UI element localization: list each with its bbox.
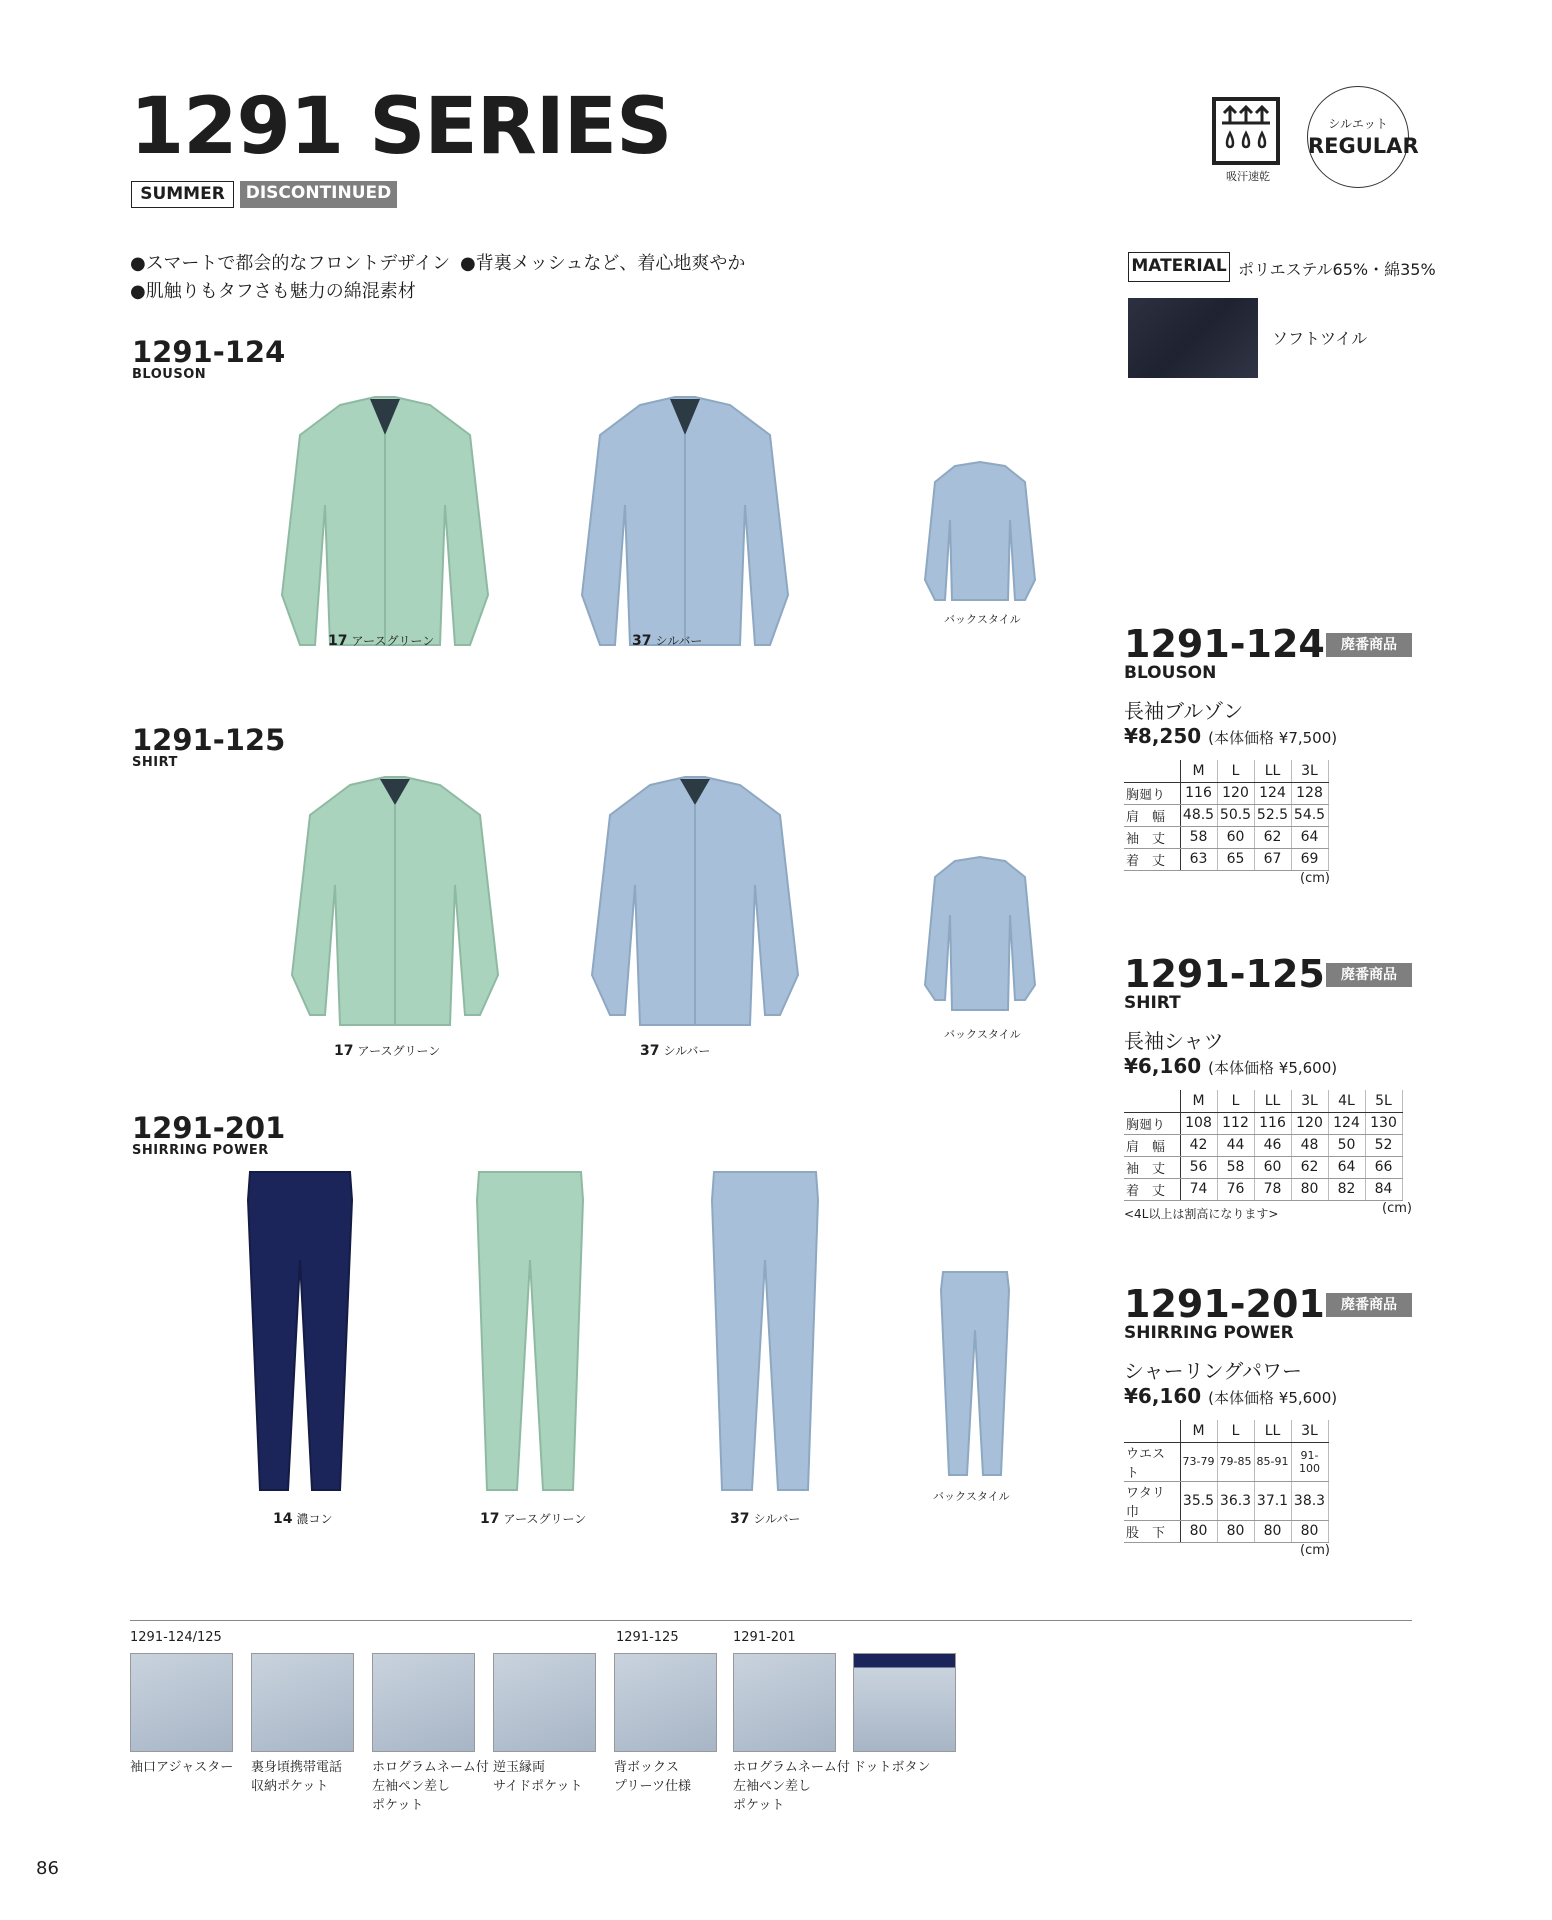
silhouette-value: REGULAR xyxy=(1308,134,1419,158)
product-price: ¥6,160 (本体価格 ¥5,600) xyxy=(1124,1384,1338,1408)
silhouette-label: シルエット xyxy=(1328,117,1388,131)
product-pants-info xyxy=(1124,1282,1412,1558)
page-number: 86 xyxy=(36,1858,59,1879)
caption-blouson-silver: 37 シルバー xyxy=(632,633,703,649)
product-blouson-info xyxy=(1124,622,1412,886)
detail-group-label: 1291-201 xyxy=(733,1630,796,1645)
size-table: M L LL 3L 胸廻り 116 120 124 128 肩 幅 48.5 50.5 52.5 54.5 袖 丈 58 60 62 64 着 丈 63 65 67 69 xyxy=(1124,760,1329,871)
detail-group-label: 1291-124/125 xyxy=(130,1630,222,1645)
caption-blouson-back: バックスタイル xyxy=(944,613,1021,626)
section-name: SHIRRING POWER xyxy=(132,1143,269,1158)
material-label: MATERIAL xyxy=(1128,252,1230,282)
detail-photo xyxy=(493,1653,596,1752)
product-shirt-info xyxy=(1124,952,1412,1221)
material-composition: ポリエステル65%・綿35% xyxy=(1238,260,1436,279)
blouson-green-image xyxy=(270,395,500,655)
section-name: BLOUSON xyxy=(132,367,207,382)
detail-caption: ドットボタン xyxy=(853,1760,931,1775)
caption-shirt-green: 17 アースグリーン xyxy=(334,1043,441,1059)
sweat-dry-label: 吸汗速乾 xyxy=(1226,170,1270,183)
feature-2: ●背裏メッシュなど、着心地爽やか xyxy=(460,253,746,274)
fabric-swatch xyxy=(1128,298,1258,378)
size-unit: (cm) xyxy=(1382,1200,1412,1216)
fabric-name: ソフトツイル xyxy=(1272,329,1368,348)
pants-back-image xyxy=(935,1270,1015,1480)
detail-group-label: 1291-125 xyxy=(616,1630,679,1645)
divider xyxy=(130,1620,1412,1621)
caption-pants-green: 17 アースグリーン xyxy=(480,1511,587,1527)
shirt-silver-image xyxy=(580,775,810,1035)
section-name: SHIRT xyxy=(132,755,178,770)
caption-pants-silver: 37 シルバー xyxy=(730,1511,801,1527)
product-name: SHIRRING POWER xyxy=(1124,1323,1294,1343)
product-code: 1291-124 xyxy=(1124,622,1325,666)
blouson-back-image xyxy=(920,460,1040,605)
caption-shirt-back: バックスタイル xyxy=(944,1028,1021,1041)
shirt-back-image xyxy=(920,855,1040,1015)
detail-photo xyxy=(372,1653,475,1752)
size-unit: (cm) xyxy=(1300,1542,1330,1558)
caption-shirt-silver: 37 シルバー xyxy=(640,1043,711,1059)
discontinued-badge: 廃番商品 xyxy=(1326,1293,1412,1317)
section-blouson xyxy=(132,335,286,382)
summer-tag: SUMMER xyxy=(131,181,234,208)
detail-caption: 逆玉縁両 サイドポケット xyxy=(493,1760,583,1794)
product-name: SHIRT xyxy=(1124,993,1181,1013)
detail-caption: 背ボックス プリーツ仕様 xyxy=(614,1760,691,1794)
section-shirt xyxy=(132,723,286,770)
size-unit: (cm) xyxy=(1300,870,1330,886)
product-name: BLOUSON xyxy=(1124,663,1217,683)
caption-pants-navy: 14 濃コン xyxy=(273,1511,333,1527)
size-table: M L LL 3L ウエスト 73-79 79-85 85-91 91-100 ワタリ巾 35.5 36.3 37.1 38.3 股 下 80 80 80 80 xyxy=(1124,1420,1329,1543)
detail-caption: ホログラムネーム付 左袖ペン差し ポケット xyxy=(733,1760,850,1813)
detail-photo xyxy=(853,1653,956,1752)
product-price: ¥8,250 (本体価格 ¥7,500) xyxy=(1124,724,1338,748)
page-title: 1291 SERIES xyxy=(130,82,672,172)
detail-photo xyxy=(733,1653,836,1752)
product-code: 1291-201 xyxy=(1124,1282,1325,1326)
detail-photo xyxy=(251,1653,354,1752)
discontinued-badge: 廃番商品 xyxy=(1326,633,1412,657)
section-code: 1291-201 xyxy=(132,1111,286,1145)
product-jname: シャーリングパワー xyxy=(1124,1359,1302,1383)
product-jname: 長袖ブルゾン xyxy=(1124,699,1244,723)
section-code: 1291-125 xyxy=(132,723,286,757)
feature-1: ●スマートで都会的なフロントデザイン xyxy=(130,253,451,274)
size-table: M L LL 3L 4L 5L 胸廻り 108 112 116 120 124 130 肩 幅 42 44 46 48 50 52 袖 丈 56 58 60 62 64 66 着 丈 74 76 78 80 82 84 xyxy=(1124,1090,1403,1201)
caption-blouson-green: 17 アースグリーン xyxy=(328,633,435,649)
blouson-silver-image xyxy=(570,395,800,655)
caption-pants-back: バックスタイル xyxy=(933,1490,1010,1503)
section-code: 1291-124 xyxy=(132,335,286,369)
feature-3: ●肌触りもタフさも魅力の綿混素材 xyxy=(130,281,416,302)
pants-navy-image xyxy=(240,1170,360,1500)
detail-photo xyxy=(614,1653,717,1752)
pants-green-image xyxy=(465,1170,595,1500)
sweat-dry-icon xyxy=(1212,97,1280,165)
product-price: ¥6,160 (本体価格 ¥5,600) xyxy=(1124,1054,1338,1078)
section-pants xyxy=(132,1111,286,1158)
size-note: <4L以上は割高になります> xyxy=(1124,1206,1279,1221)
discontinued-tag: DISCONTINUED xyxy=(240,181,397,208)
silhouette-badge xyxy=(1307,86,1419,188)
discontinued-badge: 廃番商品 xyxy=(1326,963,1412,987)
pants-silver-image xyxy=(700,1170,830,1500)
detail-caption: 裏身頃携帯電話 収納ポケット xyxy=(251,1760,343,1794)
detail-caption: ホログラムネーム付 左袖ペン差し ポケット xyxy=(372,1760,489,1813)
detail-photo xyxy=(130,1653,233,1752)
detail-caption: 袖口アジャスター xyxy=(130,1760,234,1775)
product-jname: 長袖シャツ xyxy=(1124,1029,1224,1053)
shirt-green-image xyxy=(280,775,510,1035)
product-code: 1291-125 xyxy=(1124,952,1325,996)
